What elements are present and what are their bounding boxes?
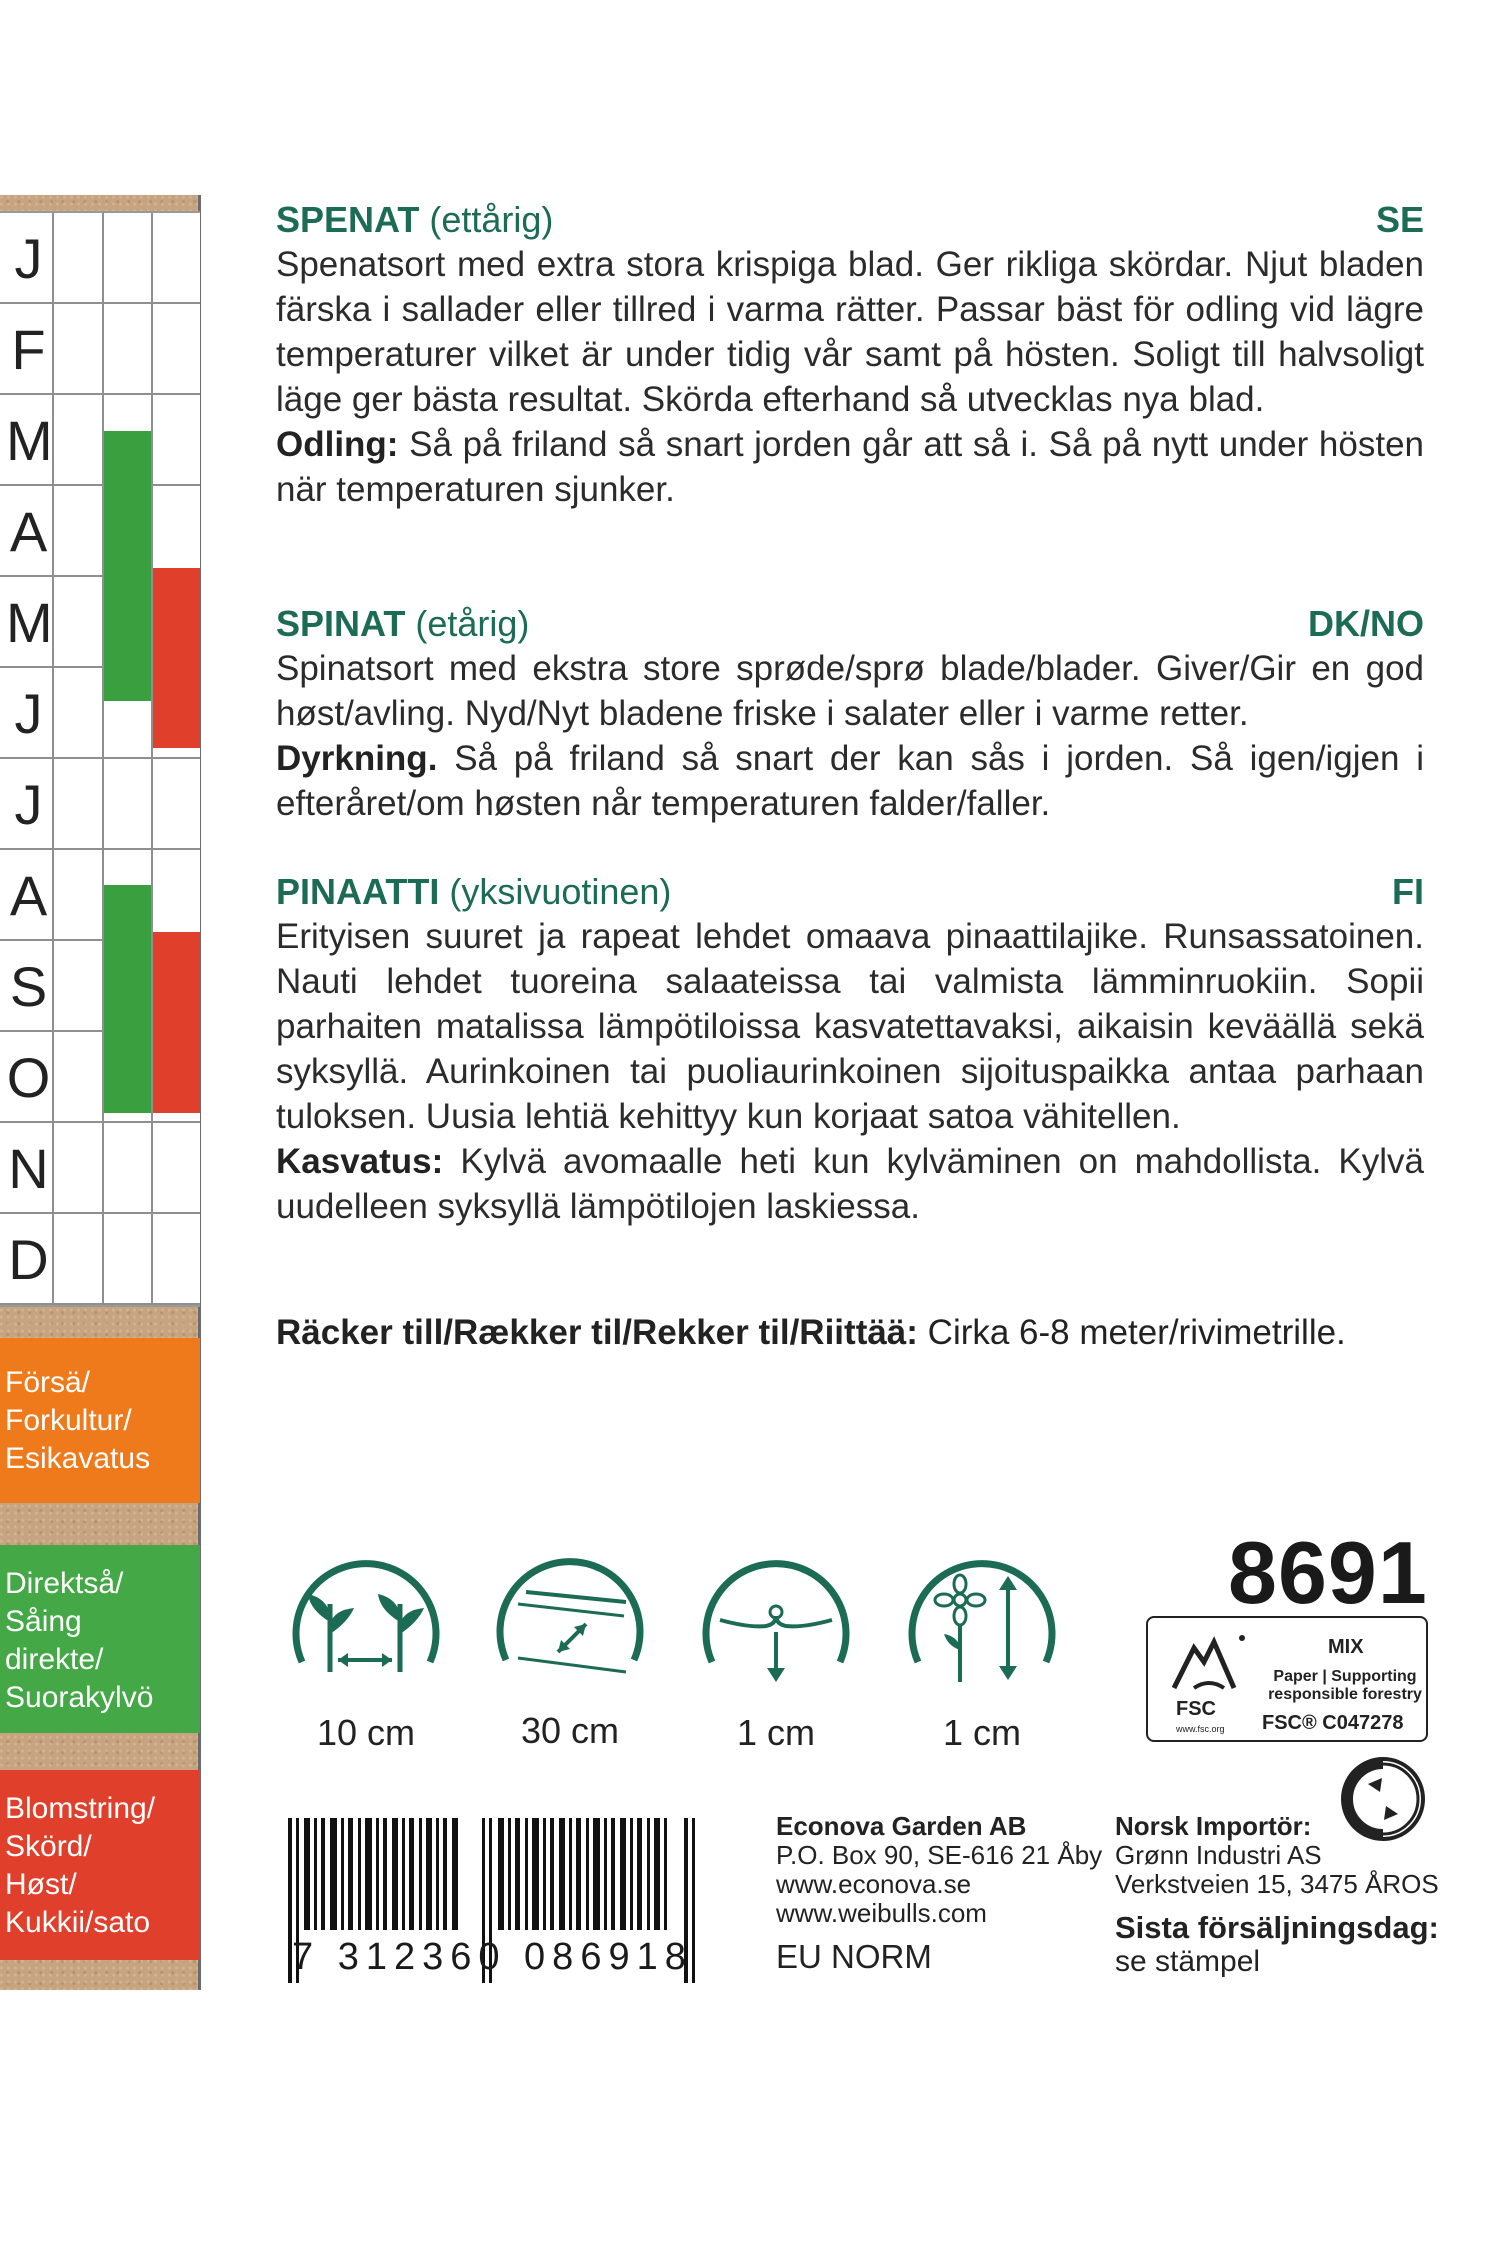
month-label: O (6, 1046, 51, 1109)
cultivation-text: Så på friland så snart jorden går att så i. Så på nytt under hösten när temperaturen sjunker. (276, 425, 1424, 509)
legend-text: Esikavatus (5, 1442, 151, 1475)
month-label: M (6, 591, 53, 654)
harvest-bar-summer (153, 568, 200, 748)
section-danish-norwegian (276, 602, 1424, 826)
sowing-depth-icon (692, 1542, 860, 1710)
calendar-row-aug (0, 850, 200, 941)
legend-presow (0, 1338, 200, 1503)
calendar-row-apr (0, 486, 200, 577)
language-code: SE (1375, 199, 1424, 240)
article-number: 8691 (1228, 1523, 1428, 1622)
fsc-paper-line: Paper | Supporting (1273, 1668, 1417, 1685)
plant-height-label: 1 cm (942, 1712, 1021, 1753)
legend-text: Såing (5, 1605, 82, 1638)
month-label: N (8, 1137, 49, 1200)
sowing-bar-spring (104, 431, 151, 701)
section-heading (276, 198, 1424, 242)
product-name: SPINAT (276, 603, 406, 644)
row-spacing-icon (486, 1540, 654, 1708)
month-label: J (14, 227, 43, 290)
harvest-bar-autumn (153, 932, 200, 1113)
legend-text: Suorakylvö (5, 1681, 154, 1714)
month-label: F (11, 318, 46, 381)
importer-address (1115, 1812, 1439, 1979)
last-sale-label: Sista försäljningsdag: (1115, 1910, 1439, 1945)
yield-info (276, 1310, 1436, 1355)
cultivation-text: Så på friland så snart der kan sås i jorden. Så igen/igjen i efteråret/om høsten når temperaturen falder/faller. (276, 739, 1424, 823)
product-type: (etårig) (405, 603, 530, 644)
legend-text: Forkultur/ (5, 1404, 132, 1437)
importer-street: Verkstveien 15, 3475 ÅROS (1115, 1869, 1439, 1899)
legend-text: Kukkii/sato (5, 1906, 151, 1939)
legend-direct-sowing (0, 1545, 200, 1733)
cultivation-label: Odling: (276, 425, 399, 464)
company-web-weibulls: www.weibulls.com (776, 1898, 987, 1928)
cultivation-label: Dyrkning. (276, 739, 438, 778)
language-code: FI (1392, 871, 1424, 912)
fsc-tree-icon (1164, 1628, 1254, 1700)
calendar-row-jul (0, 759, 200, 850)
legend-text: Høst/ (5, 1868, 77, 1901)
legend-text: Försä/ (5, 1366, 91, 1399)
yield-value: Cirka 6-8 meter/rivimetrille. (917, 1313, 1346, 1352)
month-label: J (14, 773, 43, 836)
month-label: A (9, 864, 48, 927)
importer-label: Norsk Importör: (1115, 1811, 1312, 1841)
barcode-number: 7 312360 086918 (292, 1936, 693, 1978)
sowing-depth-label: 1 cm (736, 1712, 815, 1753)
plant-height-icon (898, 1542, 1066, 1710)
legend-text: Blomstring/ (5, 1792, 156, 1825)
month-label: A (9, 500, 48, 563)
last-sale-value: se stämpel (1115, 1945, 1261, 1978)
cultivation-label: Kasvatus: (276, 1142, 444, 1181)
description: Spenatsort med extra stora krispiga blad. Ger rikliga skördar. Njut bladen färska i sallader eller tillred i varma rätter. Passar bäst för odling vid lägre temperaturer vilket är under tidig vår samt på hösten. Soligt till halvsoligt läge ger bästa resultat. Skörda efterhand så utvecklas nya blad. (276, 245, 1424, 419)
legend-text: Skörd/ (5, 1830, 92, 1863)
section-finnish (276, 870, 1424, 1229)
calendar-row-feb (0, 304, 200, 395)
product-type: (ettårig) (419, 199, 554, 240)
fsc-word: FSC (1176, 1698, 1216, 1720)
yield-label: Räcker till/Rækker til/Rekker til/Riittää: (276, 1313, 918, 1352)
fsc-label (1146, 1616, 1428, 1742)
company-web-econova: www.econova.se (776, 1869, 972, 1899)
section-heading (276, 870, 1424, 914)
cultivation-text: Kylvä avomaalle heti kun kylväminen on mahdollista. Kylvä uudelleen syksyllä lämpötilojen laskiessa. (276, 1142, 1424, 1226)
company-name: Econova Garden AB (776, 1811, 1027, 1841)
sowing-bar-autumn (104, 885, 151, 1113)
product-type: (yksivuotinen) (439, 871, 672, 912)
fsc-paper-line: responsible forestry (1268, 1686, 1422, 1703)
month-label: S (9, 955, 48, 1018)
fsc-paper-text (1266, 1668, 1424, 1704)
month-label: D (8, 1228, 49, 1291)
legend-text: direkte/ (5, 1643, 104, 1676)
cultivation (276, 736, 1424, 826)
plant-spacing-label: 10 cm (316, 1712, 416, 1753)
description: Spinatsort med ekstra store sprøde/sprø blade/blader. Giver/Gir en god høst/avling. Nyd/Nyt bladene friske i salater eller i varme retter. (276, 649, 1424, 733)
cultivation (276, 1139, 1424, 1229)
calendar-row-mar (0, 395, 200, 486)
month-label: J (14, 682, 43, 745)
product-name: SPENAT (276, 199, 420, 240)
company-address (776, 1811, 1103, 1975)
company-postal: P.O. Box 90, SE-616 21 Åby (776, 1840, 1103, 1870)
language-code: DK/NO (1308, 603, 1424, 644)
calendar-row-dec (0, 1214, 200, 1305)
legend-text: Direktså/ (5, 1567, 124, 1600)
plant-spacing-icon (282, 1542, 450, 1710)
section-swedish (276, 198, 1424, 512)
legend-harvest (0, 1770, 200, 1960)
fsc-mix: MIX (1328, 1636, 1364, 1658)
sowing-calendar (0, 211, 200, 1307)
calendar-row-jan (0, 213, 200, 304)
product-name: PINAATTI (276, 871, 440, 912)
description: Erityisen suuret ja rapeat lehdet omaava pinaattilajike. Runsassatoinen. Nauti lehdet tuoreina salaateissa tai valmista lämminruokiin. Sopii parhaiten matalissa lämpötiloissa kasvatettavaksi, aikaisin keväällä sekä syksyllä. Aurinkoinen tai puoliaurinkoinen sijoituspaikka antaa parhaan tuloksen. Uusia lehtiä kehittyy kun korjaat satoa vähitellen. (276, 917, 1424, 1136)
section-heading (276, 602, 1424, 646)
cultivation (276, 422, 1424, 512)
calendar-row-nov (0, 1123, 200, 1214)
eu-norm: EU NORM (776, 1938, 932, 1975)
fsc-url: www.fsc.org (1176, 1724, 1225, 1734)
month-label: M (6, 409, 53, 472)
row-spacing-label: 30 cm (520, 1710, 620, 1751)
fsc-code: FSC® C047278 (1262, 1712, 1404, 1734)
importer-name: Grønn Industri AS (1115, 1840, 1322, 1870)
